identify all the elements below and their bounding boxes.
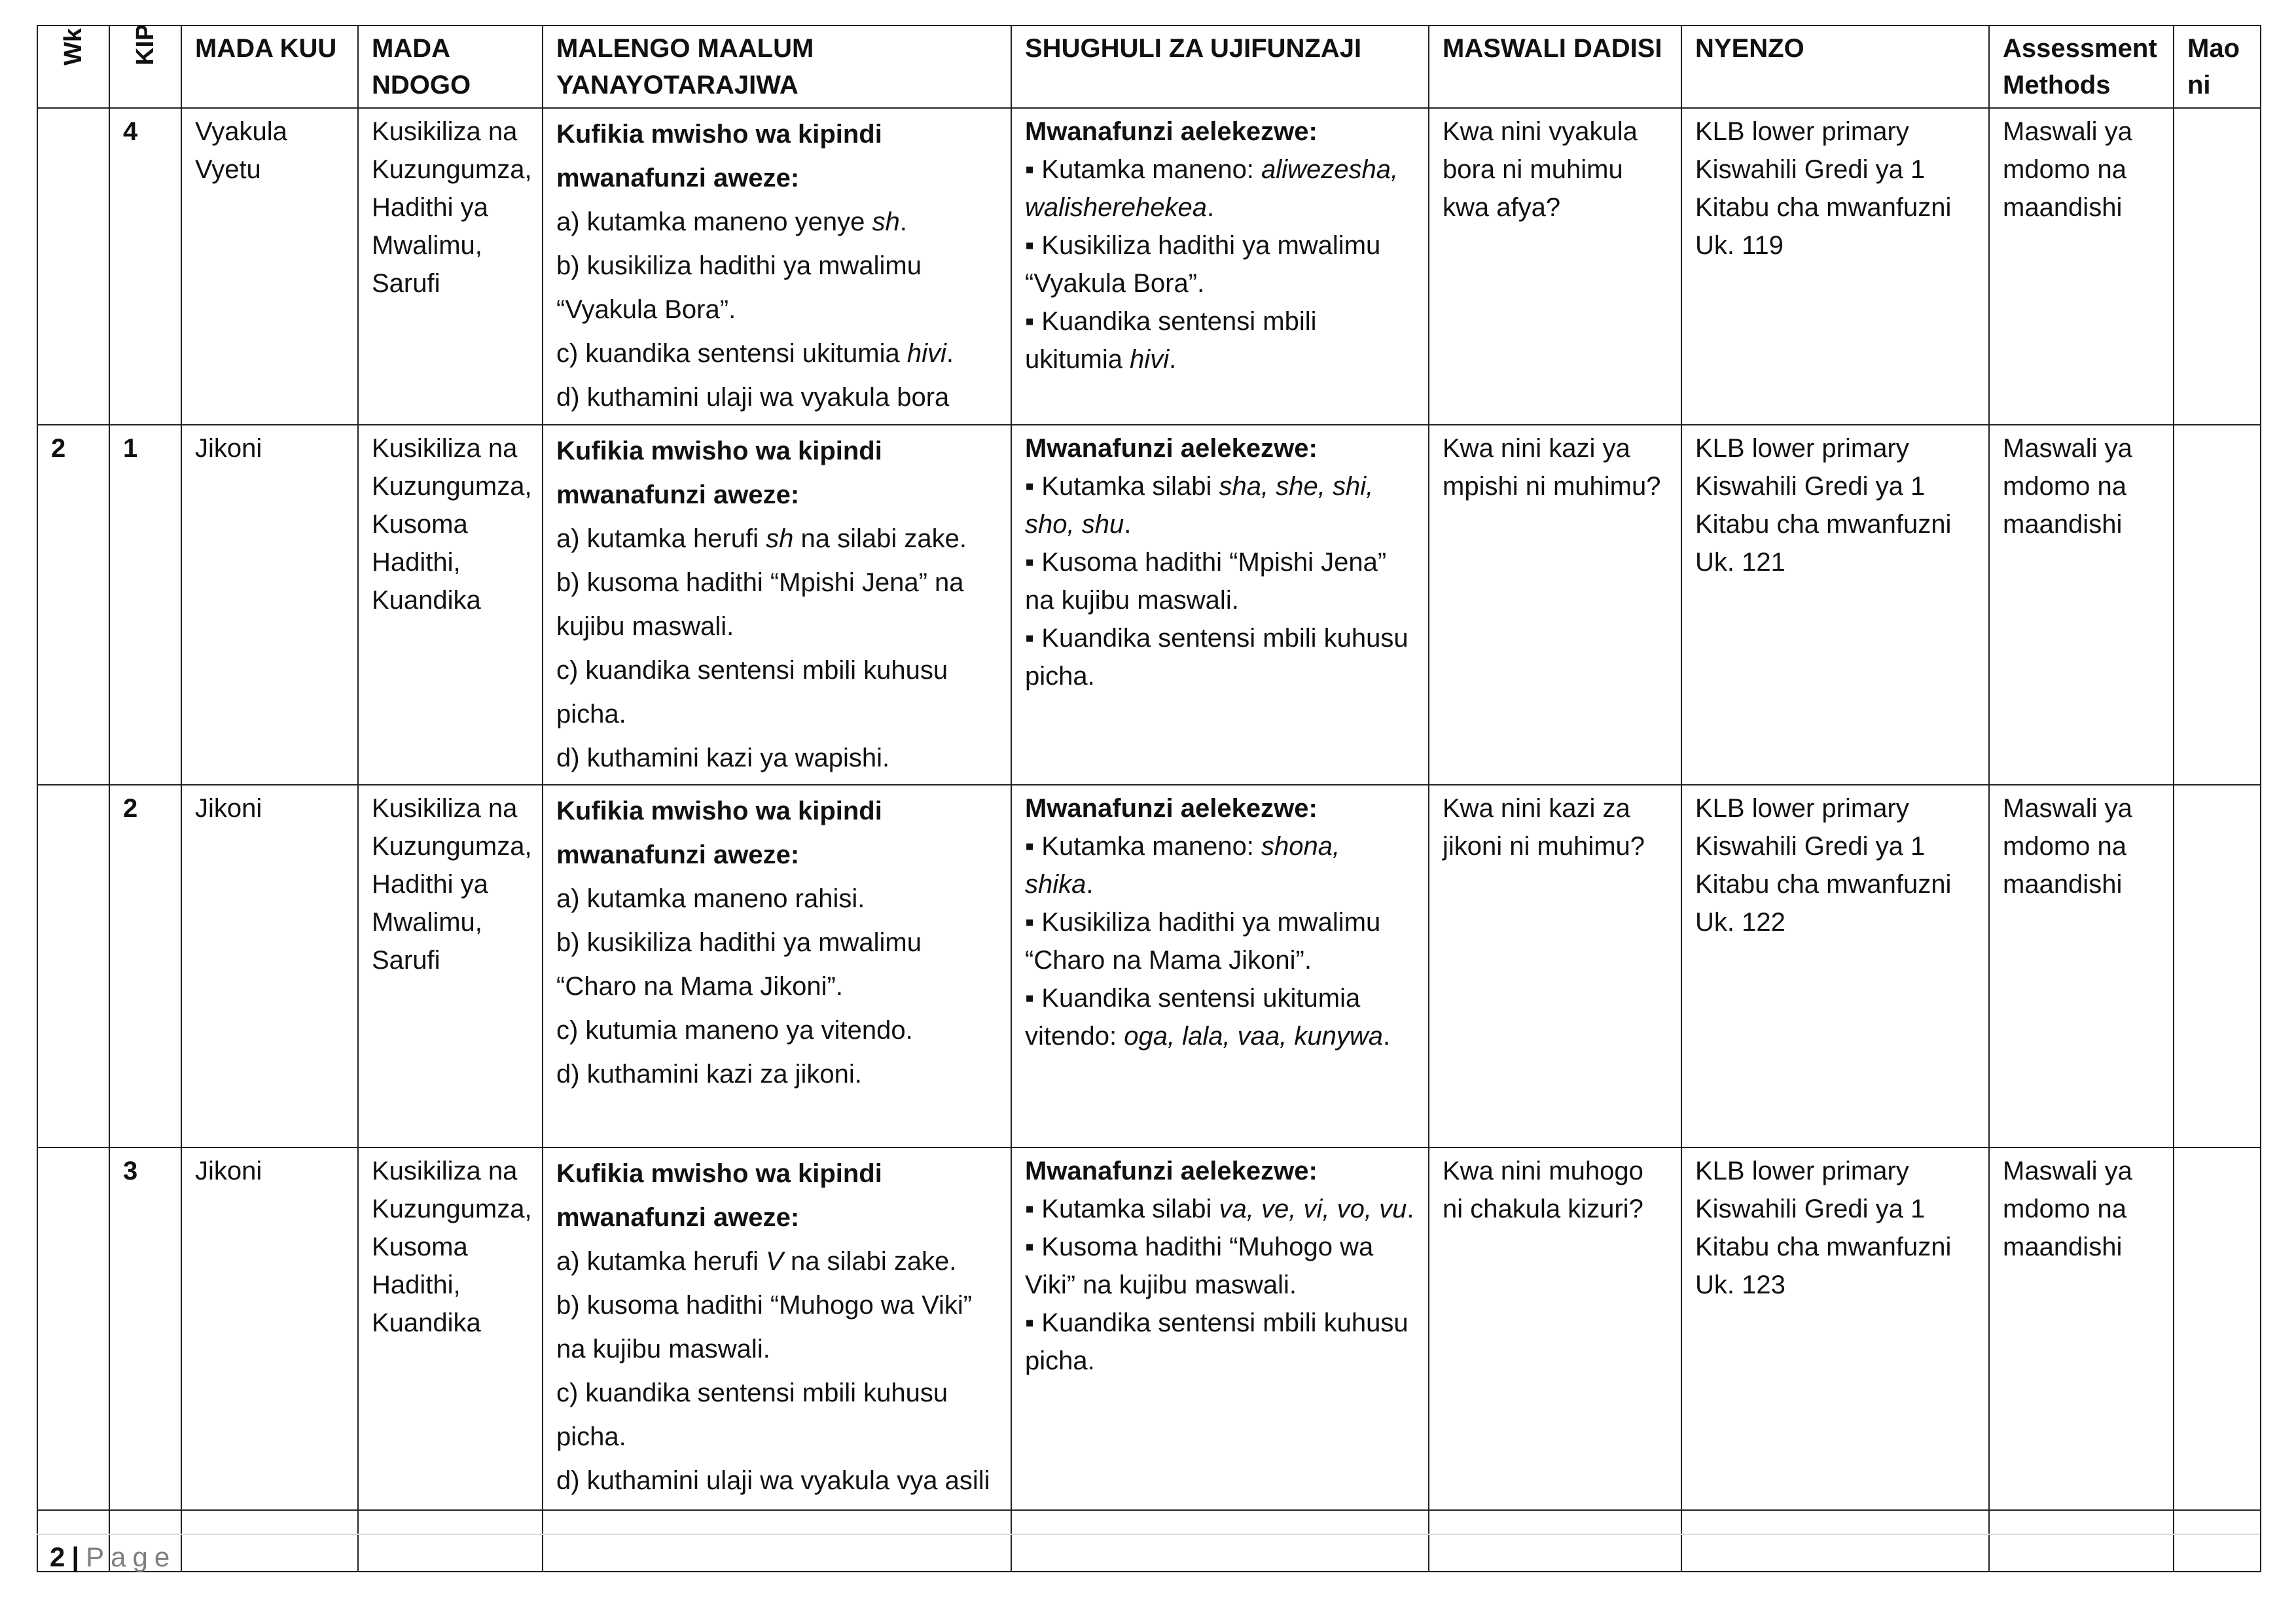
objective-a: a) kutamka herufi sh na silabi zake. <box>556 524 967 553</box>
cell-wk <box>37 785 109 1147</box>
cell-mada-ndogo: Kusikiliza na Kuzungumza, Kusoma Hadithi, Kuandika <box>358 425 543 785</box>
empty-cell <box>2174 1510 2261 1572</box>
objective-intro: Kufikia mwisho wa kipindi mwanafunzi aweze: <box>556 120 882 192</box>
activity-3: ▪ Kuandika sentensi mbili ukitumia hivi. <box>1025 307 1317 374</box>
empty-cell <box>543 1510 1011 1572</box>
empty-cell <box>181 1510 358 1572</box>
cell-mada-ndogo: Kusikiliza na Kuzungumza, Hadithi ya Mwalimu, Sarufi <box>358 785 543 1147</box>
cell-assessment: Maswali ya mdomo na maandishi <box>1989 425 2174 785</box>
objective-c: c) kutumia maneno ya vitendo. <box>556 1016 913 1045</box>
cell-wk <box>37 1147 109 1510</box>
table-row <box>37 1147 2261 1510</box>
cell-mada-ndogo: Kusikiliza na Kuzungumza, Hadithi ya Mwalimu, Sarufi <box>358 108 543 425</box>
table-row <box>37 785 2261 1147</box>
activity-intro: Mwanafunzi aelekezwe: <box>1025 1157 1318 1185</box>
objective-b: b) kusoma hadithi “Mpishi Jena” na kujibu maswali. <box>556 568 964 641</box>
cell-maswali: Kwa nini vyakula bora ni muhimu kwa afya? <box>1429 108 1681 425</box>
activity-1: ▪ Kutamka maneno: shona, shika. <box>1025 832 1340 899</box>
cell-shughuli <box>1011 785 1429 1147</box>
header-mada-ndogo: MADA NDOGO <box>358 26 543 108</box>
scheme-of-work-table <box>37 25 2261 1572</box>
cell-shughuli <box>1011 1147 1429 1510</box>
objective-c: c) kuandika sentensi ukitumia hivi. <box>556 339 954 368</box>
footer-divider <box>37 1534 2260 1535</box>
objective-d: d) kuthamini kazi ya wapishi. <box>556 744 890 772</box>
header-mada-kuu: MADA KUU <box>181 26 358 108</box>
page-footer <box>50 1538 176 1576</box>
activity-1: ▪ Kutamka maneno: aliwezesha, walisherehekea. <box>1025 155 1399 222</box>
cell-mada-kuu: Jikoni <box>181 1147 358 1510</box>
header-malengo: MALENGO MAALUM YANAYOTARAJIWA <box>543 26 1011 108</box>
cell-malengo <box>543 785 1011 1147</box>
activity-3: ▪ Kuandika sentensi mbili kuhusu picha. <box>1025 624 1408 691</box>
activity-2: ▪ Kusoma hadithi “Mpishi Jena” na kujibu maswali. <box>1025 548 1387 615</box>
cell-assessment: Maswali ya mdomo na maandishi <box>1989 785 2174 1147</box>
cell-kip: 2 <box>109 785 181 1147</box>
cell-maoni <box>2174 1147 2261 1510</box>
objective-b: b) kusikiliza hadithi ya mwalimu “Charo na Mama Jikoni”. <box>556 928 922 1001</box>
activity-2: ▪ Kusoma hadithi “Muhogo wa Viki” na kujibu maswali. <box>1025 1233 1374 1299</box>
activity-intro: Mwanafunzi aelekezwe: <box>1025 434 1318 463</box>
empty-table-row <box>37 1510 2261 1572</box>
empty-cell <box>1429 1510 1681 1572</box>
cell-mada-ndogo: Kusikiliza na Kuzungumza, Kusoma Hadithi, Kuandika <box>358 1147 543 1510</box>
cell-kip: 4 <box>109 108 181 425</box>
header-nyenzo: NYENZO <box>1681 26 1989 108</box>
objective-c: c) kuandika sentensi mbili kuhusu picha. <box>556 656 948 729</box>
cell-malengo <box>543 108 1011 425</box>
cell-assessment: Maswali ya mdomo na maandishi <box>1989 1147 2174 1510</box>
activity-2: ▪ Kusikiliza hadithi ya mwalimu “Vyakula Bora”. <box>1025 231 1381 298</box>
activity-2: ▪ Kusikiliza hadithi ya mwalimu “Charo na Mama Jikoni”. <box>1025 908 1381 975</box>
cell-nyenzo: KLB lower primary Kiswahili Gredi ya 1 Kitabu cha mwanfuzni Uk. 121 <box>1681 425 1989 785</box>
cell-shughuli <box>1011 425 1429 785</box>
cell-maswali: Kwa nini kazi za jikoni ni muhimu? <box>1429 785 1681 1147</box>
header-maoni: Maoni <box>2174 26 2261 108</box>
cell-malengo <box>543 425 1011 785</box>
empty-cell <box>358 1510 543 1572</box>
objective-a: a) kutamka maneno rahisi. <box>556 884 865 913</box>
cell-mada-kuu: Vyakula Vyetu <box>181 108 358 425</box>
cell-maoni <box>2174 108 2261 425</box>
objective-d: d) kuthamini ulaji wa vyakula bora <box>556 383 950 412</box>
header-wk: Wk <box>37 26 109 108</box>
cell-maswali: Kwa nini kazi ya mpishi ni muhimu? <box>1429 425 1681 785</box>
cell-maswali: Kwa nini muhogo ni chakula kizuri? <box>1429 1147 1681 1510</box>
activity-1: ▪ Kutamka silabi sha, she, shi, sho, shu. <box>1025 472 1374 539</box>
empty-cell <box>1989 1510 2174 1572</box>
cell-wk: 2 <box>37 425 109 785</box>
cell-nyenzo: KLB lower primary Kiswahili Gredi ya 1 Kitabu cha mwanfuzni Uk. 123 <box>1681 1147 1989 1510</box>
cell-assessment: Maswali ya mdomo na maandishi <box>1989 108 2174 425</box>
table-row <box>37 108 2261 425</box>
objective-intro: Kufikia mwisho wa kipindi mwanafunzi aweze: <box>556 437 882 509</box>
activity-intro: Mwanafunzi aelekezwe: <box>1025 117 1318 146</box>
cell-nyenzo: KLB lower primary Kiswahili Gredi ya 1 Kitabu cha mwanfuzni Uk. 122 <box>1681 785 1989 1147</box>
cell-mada-kuu: Jikoni <box>181 425 358 785</box>
objective-intro: Kufikia mwisho wa kipindi mwanafunzi aweze: <box>556 1159 882 1232</box>
objective-d: d) kuthamini kazi za jikoni. <box>556 1060 862 1089</box>
objective-b: b) kusoma hadithi “Muhogo wa Viki” na kujibu maswali. <box>556 1291 973 1363</box>
cell-nyenzo: KLB lower primary Kiswahili Gredi ya 1 Kitabu cha mwanfuzni Uk. 119 <box>1681 108 1989 425</box>
cell-kip: 3 <box>109 1147 181 1510</box>
cell-kip: 1 <box>109 425 181 785</box>
activity-3: ▪ Kuandika sentensi ukitumia vitendo: oga, lala, vaa, kunywa. <box>1025 984 1391 1051</box>
cell-malengo <box>543 1147 1011 1510</box>
objective-a: a) kutamka herufi V na silabi zake. <box>556 1247 957 1276</box>
objective-a: a) kutamka maneno yenye sh. <box>556 208 907 236</box>
cell-shughuli <box>1011 108 1429 425</box>
header-kip: KIP <box>109 26 181 108</box>
objective-c: c) kuandika sentensi mbili kuhusu picha. <box>556 1379 948 1451</box>
activity-intro: Mwanafunzi aelekezwe: <box>1025 794 1318 823</box>
activity-3: ▪ Kuandika sentensi mbili kuhusu picha. <box>1025 1308 1408 1375</box>
activity-1: ▪ Kutamka silabi va, ve, vi, vo, vu. <box>1025 1195 1414 1223</box>
cell-maoni <box>2174 425 2261 785</box>
cell-maoni <box>2174 785 2261 1147</box>
table-row <box>37 425 2261 785</box>
empty-cell <box>1011 1510 1429 1572</box>
objective-d: d) kuthamini ulaji wa vyakula vya asili <box>556 1466 990 1495</box>
footer-separator: | <box>71 1542 80 1572</box>
empty-cell <box>1681 1510 1989 1572</box>
cell-wk <box>37 108 109 425</box>
objective-intro: Kufikia mwisho wa kipindi mwanafunzi aweze: <box>556 797 882 869</box>
objective-b: b) kusikiliza hadithi ya mwalimu “Vyakula Bora”. <box>556 251 922 324</box>
cell-mada-kuu: Jikoni <box>181 785 358 1147</box>
header-shughuli: SHUGHULI ZA UJIFUNZAJI <box>1011 26 1429 108</box>
header-maswali: MASWALI DADISI <box>1429 26 1681 108</box>
page-label: Page <box>86 1542 177 1572</box>
page-number: 2 <box>50 1542 65 1572</box>
header-row <box>37 26 2261 108</box>
header-assessment: Assessment Methods <box>1989 26 2174 108</box>
